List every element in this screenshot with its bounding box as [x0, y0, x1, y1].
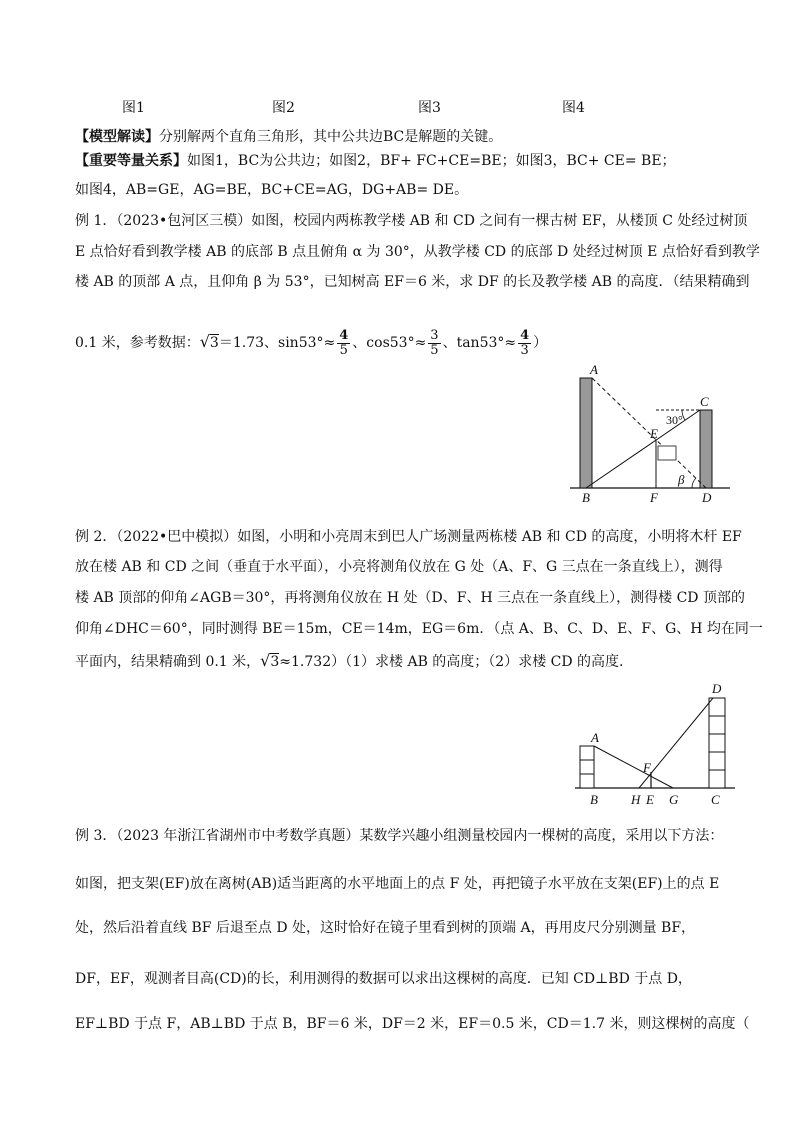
ex2-sqrt-radicand: 3 — [270, 654, 280, 670]
ex1-fraction-cos: $\frac{3}{5}$ — [430, 327, 439, 358]
ex1-line3: 楼 AB 的顶部 A 点，且仰角 β 为 53°，已知树高 EF＝6 米，求 DF 的长及教学楼 AB 的高度．（结果精确到 — [75, 274, 750, 290]
ex3-line4: DF，EF，观测者目高(CD)的长，利用测得的数据可以求出这棵树的高度．已知 CD⊥BD 于点 D， — [75, 971, 692, 987]
ex2-line5-prefix: 平面内，结果精确到 0.1 米， — [75, 654, 261, 670]
label-c: C — [700, 394, 709, 409]
ex1-line1: 例 1．（2023•包河区三模）如图，校园内两栋教学楼 AB 和 CD 之间有一棵古树 EF，从楼顶 C 处经过树顶 — [75, 213, 748, 229]
ex2-line1: 例 2．（2022•巴中模拟）如图，小明和小亮周末到巴人广场测量两栋楼 AB 和 CD 的高度，小明将木杆 EF — [75, 529, 742, 545]
ex3-line5: EF⊥BD 于点 F，AB⊥BD 于点 B，BF＝6 米，DF＝2 米，EF＝0.5 米，CD＝1.7 米，则这棵树的高度（ — [75, 1016, 750, 1032]
figure-label-2: 图2 — [272, 100, 295, 116]
ex2-line5 — [75, 651, 735, 672]
ex1-ref-close: ） — [533, 335, 548, 351]
ex1-sqrt-radicand: 3 — [209, 335, 219, 351]
label-a: A — [590, 362, 598, 377]
sqrt-sign-icon: √ — [199, 332, 210, 351]
ex1-line2: E 点恰好看到教学楼 AB 的底部 B 点且俯角 α 为 30°，从教学楼 CD 的底部 D 处经过树顶 E 点恰好看到教学 — [75, 244, 760, 260]
relations-title: 【重要等量关系】 — [75, 153, 187, 169]
sqrt-sign-icon: √ — [260, 651, 271, 670]
model-title: 【模型解读】 — [75, 129, 159, 145]
ex3-line1: 例 3．（2023 年浙江省湖州市中考数学真题）某数学兴趣小组测量校园内一棵树的高度，采用以下方法： — [75, 828, 724, 844]
ex1-ref-v3: 、tan53°≈ — [442, 335, 517, 351]
angle-beta-arc — [692, 478, 696, 488]
label-d: D — [702, 490, 712, 505]
figure-label-4: 图4 — [562, 100, 585, 116]
building-ab — [580, 378, 592, 488]
ex1-reference-line — [75, 322, 735, 366]
label-e: E — [650, 426, 658, 441]
model-text: 分别解两个直角三角形，其中公共边BC是解题的关键。 — [159, 129, 503, 145]
ex2-line2: 放在楼 AB 和 CD 之间（垂直于水平面），小亮将测角仪放在 G 处（A、F、G 三点在一条直线上），测得 — [75, 559, 723, 575]
label-b: B — [582, 490, 590, 505]
building-ab — [580, 746, 594, 788]
ex1-figure — [570, 362, 740, 507]
label-f: F — [643, 760, 651, 775]
building-cd — [700, 410, 712, 488]
label-h: H — [631, 792, 641, 807]
label-g: G — [669, 792, 679, 807]
relations-line1: 如图1，BC为公共边；如图2，BF+ FC+CE=BE；如图3，BC+ CE= BE； — [187, 153, 676, 169]
label-b: B — [590, 792, 598, 807]
tree-sign — [658, 446, 676, 460]
figure-label-3: 图3 — [418, 100, 441, 116]
label-beta: β — [678, 472, 685, 487]
building-cd — [709, 698, 725, 788]
label-a: A — [591, 730, 599, 745]
ex2-figure — [575, 680, 740, 810]
line-ag — [594, 746, 673, 788]
ex1-ref-v1: ＝1.73、sin53°≈ — [218, 335, 336, 351]
ex2-line5-suffix: ≈1.732）（1）求楼 AB 的高度；（2）求楼 CD 的高度. — [279, 654, 624, 670]
relations-paragraph — [75, 151, 735, 171]
ex2-line3: 楼 AB 顶部的仰角∠AGB＝30°，再将测角仪放在 H 处（D、F、H 三点在一条直线上），测得楼 CD 顶部的 — [75, 590, 745, 606]
ex1-fraction-sin: $\frac{4}{5}$ — [339, 327, 349, 358]
line-da — [592, 378, 706, 488]
ex1-fraction-tan: $\frac{4}{3}$ — [520, 327, 530, 358]
relations-line2: 如图4，AB=GE，AG=BE，BC+CE=AG，DG+AB= DE。 — [75, 182, 469, 198]
ex3-line3: 处，然后沿着直线 BF 后退至点 D 处，这时恰好在镜子里看到树的顶端 A，再用皮尺分别测量 BF， — [75, 920, 696, 936]
label-30deg: 30° — [666, 413, 683, 427]
label-c: C — [711, 792, 720, 807]
label-e: E — [646, 792, 654, 807]
ex1-ref-v2: 、cos53°≈ — [352, 335, 427, 351]
ex3-line2: 如图，把支架(EF)放在离树(AB)适当距离的水平地面上的点 F 处，再把镜子水平放在支架(EF)上的点 E — [75, 876, 720, 892]
ex2-line4: 仰角∠DHC＝60°，同时测得 BE＝15m，CE＝14m，EG＝6m．（点 A、B、C、D、E、F、G、H 均在同一 — [75, 621, 763, 637]
label-f: F — [650, 490, 658, 505]
model-paragraph — [75, 127, 735, 147]
figure-label-1: 图1 — [122, 100, 145, 116]
label-d: D — [712, 681, 722, 696]
ex1-ref-prefix: 0.1 米，参考数据： — [75, 335, 200, 351]
